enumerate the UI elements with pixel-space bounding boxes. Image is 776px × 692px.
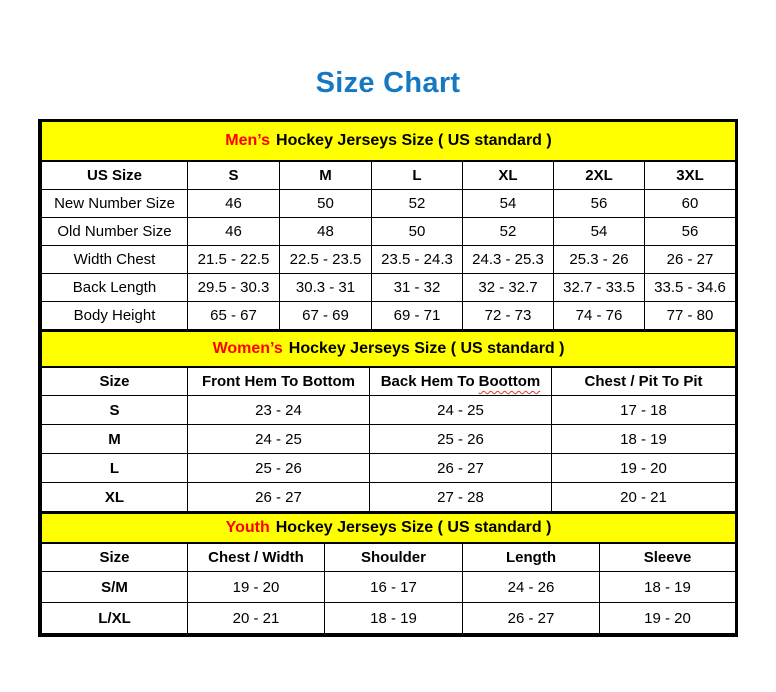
- size-value-cell: 26 - 27: [463, 603, 600, 634]
- youth-col-chest-width: Chest / Width: [188, 543, 325, 572]
- size-value-cell: 19 - 20: [552, 454, 736, 483]
- size-value-cell: 17 - 18: [552, 396, 736, 425]
- size-value-cell: 24 - 25: [370, 396, 552, 425]
- size-value-cell: 23 - 24: [188, 396, 370, 425]
- mens-caption-row: [42, 122, 736, 161]
- size-value-cell: 69 - 71: [372, 302, 463, 330]
- size-value-cell: 19 - 20: [188, 572, 325, 603]
- womens-col-front-hem: Front Hem To Bottom: [188, 367, 370, 396]
- womens-col-size: Size: [42, 367, 188, 396]
- size-value-cell: 54: [463, 190, 554, 218]
- youth-caption-row: [42, 513, 736, 543]
- row-label: Back Length: [42, 274, 188, 302]
- womens-caption-text: Hockey Jerseys Size ( US standard ): [288, 340, 565, 357]
- mens-caption-highlight: Men’s: [225, 132, 271, 149]
- size-value-cell: 67 - 69: [280, 302, 372, 330]
- size-value-cell: 65 - 67: [188, 302, 280, 330]
- womens-row-l: [42, 454, 736, 483]
- mens-caption: [42, 122, 736, 161]
- youth-col-length: Length: [463, 543, 600, 572]
- youth-col-size: Size: [42, 543, 188, 572]
- size-value-cell: 26 - 27: [645, 246, 736, 274]
- page-title: Size Chart: [315, 67, 461, 99]
- womens-col-chest: Chest / Pit To Pit: [552, 367, 736, 396]
- youth-caption: [42, 513, 736, 543]
- size-value-cell: 60: [645, 190, 736, 218]
- size-value-cell: 56: [645, 218, 736, 246]
- womens-row-s: [42, 396, 736, 425]
- womens-row-m: [42, 425, 736, 454]
- row-label: Body Height: [42, 302, 188, 330]
- size-value-cell: 31 - 32: [372, 274, 463, 302]
- mens-col-xl: XL: [463, 161, 554, 190]
- mens-size-table: [41, 122, 736, 330]
- size-value-cell: 24 - 26: [463, 572, 600, 603]
- row-label: Width Chest: [42, 246, 188, 274]
- row-label: M: [42, 425, 188, 454]
- youth-caption-text: Hockey Jerseys Size ( US standard ): [275, 519, 552, 536]
- row-label: L: [42, 454, 188, 483]
- row-label: New Number Size: [42, 190, 188, 218]
- size-value-cell: 56: [554, 190, 645, 218]
- youth-caption-highlight: Youth: [225, 519, 270, 536]
- mens-row-width-chest: [42, 246, 736, 274]
- youth-row-sm: [42, 572, 736, 603]
- size-value-cell: 29.5 - 30.3: [188, 274, 280, 302]
- size-value-cell: 50: [372, 218, 463, 246]
- mens-col-l: L: [372, 161, 463, 190]
- mens-row-new-number-size: [42, 190, 736, 218]
- size-value-cell: 77 - 80: [645, 302, 736, 330]
- size-chart-frame: [38, 119, 738, 637]
- size-value-cell: 48: [280, 218, 372, 246]
- mens-col-s: S: [188, 161, 280, 190]
- womens-caption: [42, 331, 736, 367]
- size-value-cell: 24.3 - 25.3: [463, 246, 554, 274]
- mens-row-body-height: [42, 302, 736, 330]
- mens-row-back-length: [42, 274, 736, 302]
- size-value-cell: 50: [280, 190, 372, 218]
- size-value-cell: 24 - 25: [188, 425, 370, 454]
- size-value-cell: 46: [188, 218, 280, 246]
- size-value-cell: 54: [554, 218, 645, 246]
- womens-header-row: [42, 367, 736, 396]
- mens-header-row: [42, 161, 736, 190]
- size-value-cell: 33.5 - 34.6: [645, 274, 736, 302]
- size-value-cell: 25.3 - 26: [554, 246, 645, 274]
- row-label: XL: [42, 483, 188, 512]
- womens-col-back-hem-misspelled-word: Boottom: [478, 373, 541, 390]
- youth-size-table: [41, 512, 736, 634]
- row-label: S: [42, 396, 188, 425]
- size-value-cell: 23.5 - 24.3: [372, 246, 463, 274]
- row-label: S/M: [42, 572, 188, 603]
- youth-row-lxl: [42, 603, 736, 634]
- size-value-cell: 72 - 73: [463, 302, 554, 330]
- size-value-cell: 16 - 17: [325, 572, 463, 603]
- size-value-cell: 26 - 27: [370, 454, 552, 483]
- womens-col-back-hem-prefix: Back Hem To: [380, 373, 475, 390]
- size-value-cell: 26 - 27: [188, 483, 370, 512]
- womens-size-table: [41, 330, 736, 512]
- mens-col-3xl: 3XL: [645, 161, 736, 190]
- mens-row-old-number-size: [42, 218, 736, 246]
- size-value-cell: 74 - 76: [554, 302, 645, 330]
- size-value-cell: 46: [188, 190, 280, 218]
- size-value-cell: 22.5 - 23.5: [280, 246, 372, 274]
- size-value-cell: 52: [463, 218, 554, 246]
- size-value-cell: 32 - 32.7: [463, 274, 554, 302]
- size-value-cell: 20 - 21: [552, 483, 736, 512]
- youth-col-shoulder: Shoulder: [325, 543, 463, 572]
- mens-caption-text: Hockey Jerseys Size ( US standard ): [276, 132, 552, 149]
- row-label: L/XL: [42, 603, 188, 634]
- size-value-cell: 27 - 28: [370, 483, 552, 512]
- size-value-cell: 18 - 19: [325, 603, 463, 634]
- size-value-cell: 18 - 19: [600, 572, 736, 603]
- mens-col-2xl: 2XL: [554, 161, 645, 190]
- womens-caption-highlight: Women’s: [212, 340, 283, 357]
- size-value-cell: 19 - 20: [600, 603, 736, 634]
- size-value-cell: 25 - 26: [370, 425, 552, 454]
- mens-col-us-size: US Size: [42, 161, 188, 190]
- youth-header-row: [42, 543, 736, 572]
- womens-caption-row: [42, 331, 736, 367]
- size-value-cell: 25 - 26: [188, 454, 370, 483]
- row-label: Old Number Size: [42, 218, 188, 246]
- youth-col-sleeve: Sleeve: [600, 543, 736, 572]
- womens-row-xl: [42, 483, 736, 512]
- size-value-cell: 30.3 - 31: [280, 274, 372, 302]
- size-value-cell: 21.5 - 22.5: [188, 246, 280, 274]
- size-value-cell: 52: [372, 190, 463, 218]
- womens-col-back-hem: [370, 367, 552, 396]
- size-value-cell: 32.7 - 33.5: [554, 274, 645, 302]
- mens-col-m: M: [280, 161, 372, 190]
- size-value-cell: 20 - 21: [188, 603, 325, 634]
- size-value-cell: 18 - 19: [552, 425, 736, 454]
